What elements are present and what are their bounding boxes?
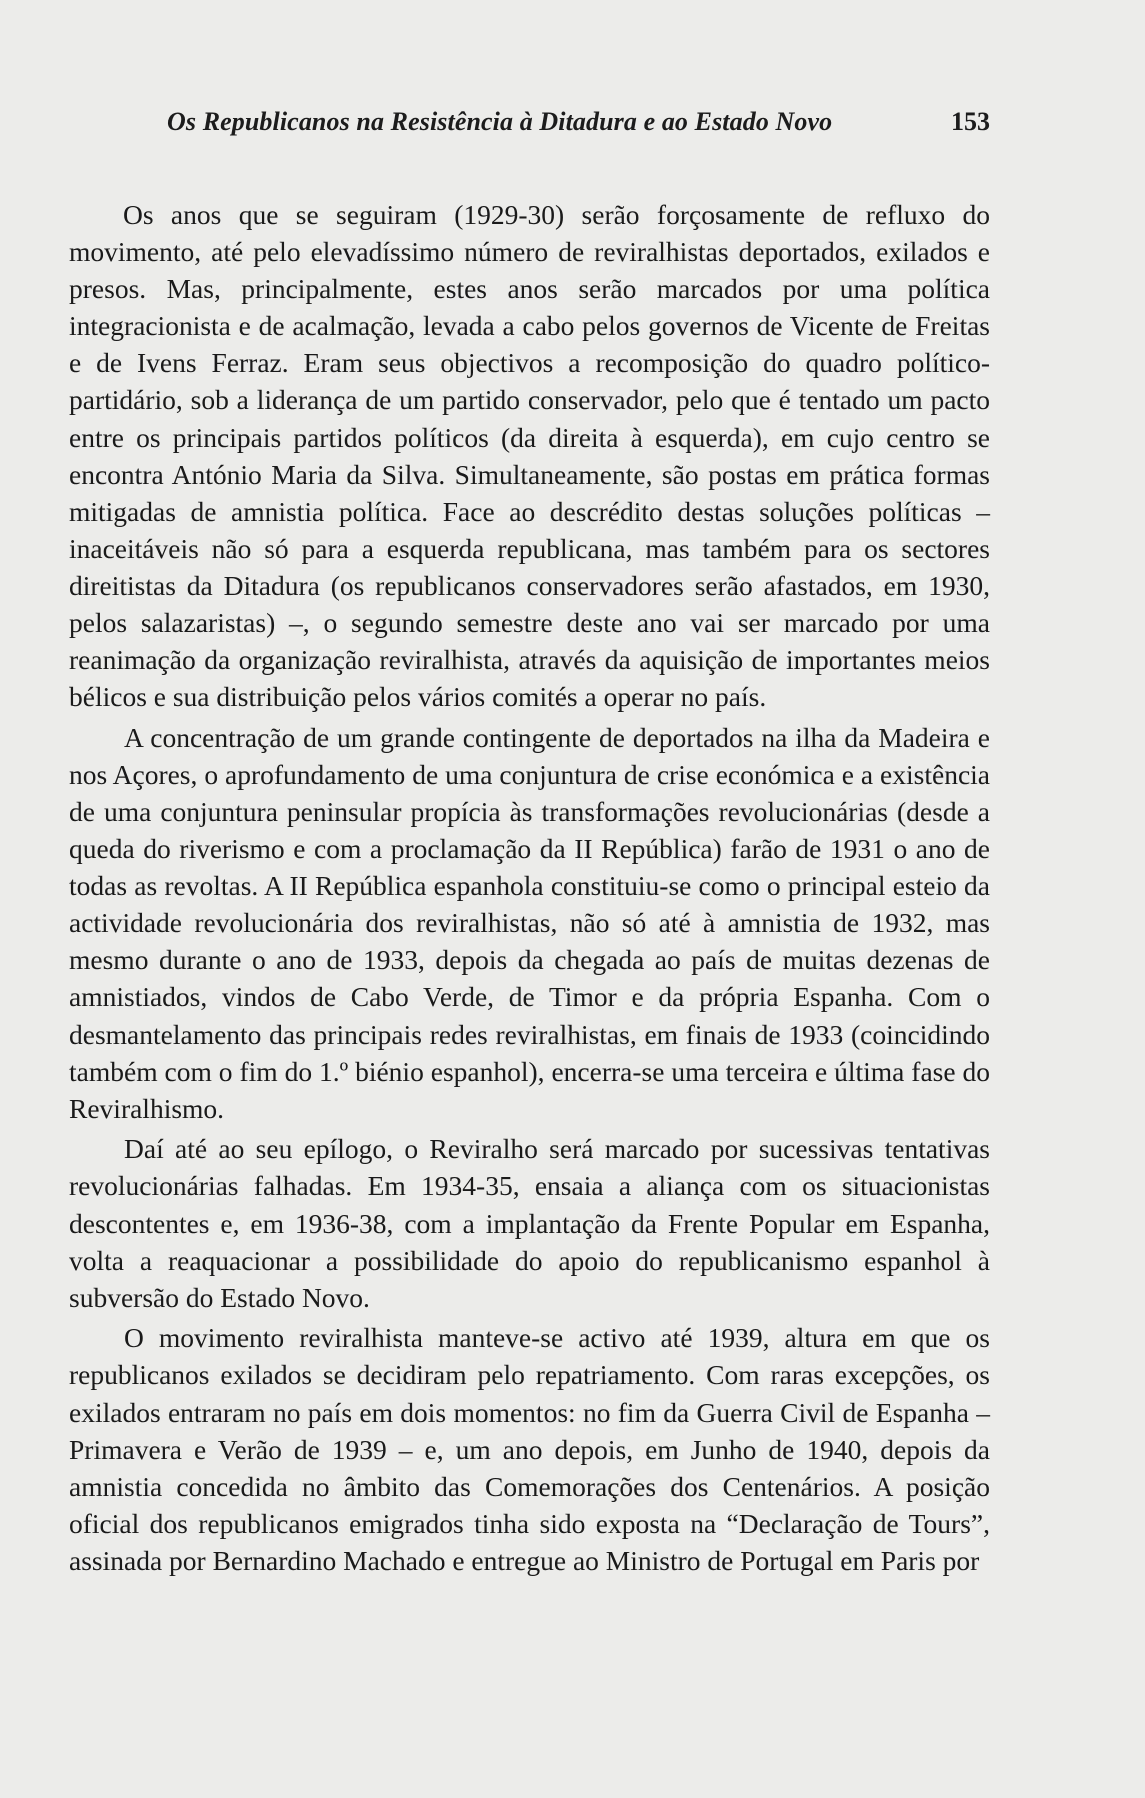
page-number: 153 xyxy=(951,107,990,136)
paragraph-2: A concentração de um grande contingente de deportados na ilha da Madeira e nos Açores, o aprofundamento de uma conjuntura de crise económica e a existência de uma conjuntura peninsular propícia às transformações revolucionárias (desde a queda do riverismo e com a proclamação da II República) farão de 1931 o ano de todas as revoltas. A II República espanhola constituiu-se como o principal esteio da actividade revolucionária dos reviralhistas, não só até à amnistia de 1932, mas mesmo durante o ano de 1933, depois da chegada ao país de muitas dezenas de amnistiados, vindos de Cabo Verde, de Timor e da própria Espanha. Com o desmantelamento das principais redes reviralhistas, em finais de 1933 (coincidindo também com o fim do 1.º biénio espanhol), encerra-se uma terceira e última fase do Reviralhismo. xyxy=(69,721,990,1124)
body-text xyxy=(69,196,990,1582)
paragraph-4: O movimento reviralhista manteve-se activo até 1939, altura em que os republicanos exilados se decidiram pelo repatriamento. Com raras excepções, os exilados entraram no país em dois momentos: no fim da Guerra Civil de Espanha – Primavera e Verão de 1939 – e, um ano depois, em Junho de 1940, depois da amnistia concedida no âmbito das Comemorações dos Centenários. A posição oficial dos republicanos emigrados tinha sido exposta na “Declaração de Tours”, assinada por Bernardino Machado e entregue ao Ministro de Portugal em Paris por xyxy=(69,1322,990,1576)
running-title: Os Republicanos na Resistência à Ditadura e ao Estado Novo xyxy=(167,107,833,136)
paragraph-1: Os anos que se seguiram (1929-30) serão forçosamente de refluxo do movimento, até pelo elevadíssimo número de reviralhistas deportados, exilados e presos. Mas, principalmente, estes anos serão marcados por uma política integracionista e de acalmação, levada a cabo pelos governos de Vicente de Freitas e de Ivens Ferraz. Eram seus objectivos a recomposição do quadro político-partidário, sob a liderança de um partido conservador, pelo que é tentado um pacto entre os principais partidos políticos (da direita à esquerda), em cujo centro se encontra António Maria da Silva. Simultaneamente, são postas em prática formas mitigadas de amnistia política. Face ao descrédito destas soluções políticas – inaceitáveis não só para a esquerda republicana, mas também para os sectores direitistas da Ditadura (os republicanos conservadores serão afastados, em 1930, pelos salazaristas) –, o segundo semestre deste ano vai ser marcado por uma reanimação da organização reviralhista, através da aquisição de importantes meios bélicos e sua distribuição pelos vários comités a operar no país. xyxy=(69,199,990,713)
paragraph-3: Daí até ao seu epílogo, o Reviralho será marcado por sucessivas tentativas revolucionárias falhadas. Em 1934-35, ensaia a aliança com os situacionistas descontentes e, em 1936-38, com a implantação da Frente Popular em Espanha, volta a reaquacionar a possibilidade do apoio do republicanismo espanhol à subversão do Estado Novo. xyxy=(69,1133,990,1313)
